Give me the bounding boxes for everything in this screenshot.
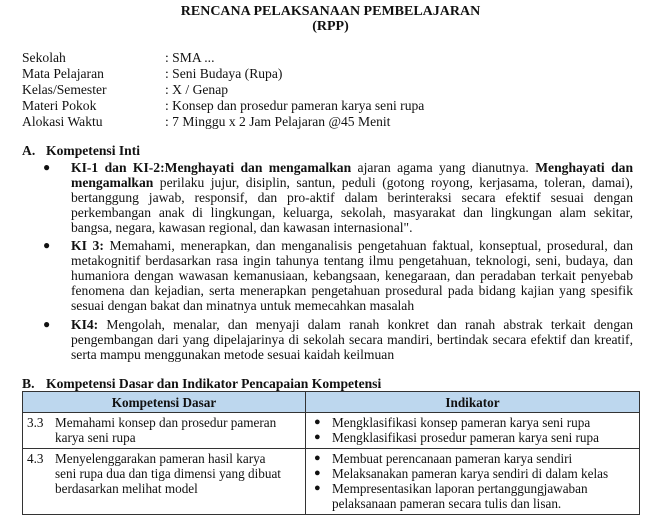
list-item xyxy=(310,430,635,445)
meta-row-subject xyxy=(22,66,424,82)
ki3-text xyxy=(71,238,633,313)
kd-cell xyxy=(23,449,306,515)
core-competency-ki4 xyxy=(43,317,633,362)
kd-text: Memahami konsep dan prosedur pameran karya seni rupa xyxy=(55,415,277,445)
meta-value: : Konsep dan prosedur pameran karya seni rupa xyxy=(165,98,425,113)
meta-label: Kelas/Semester xyxy=(22,82,107,97)
ki1-bold-2: Menghayati dan mengamalkan xyxy=(71,160,634,190)
meta-value: : Seni Budaya (Rupa) xyxy=(165,66,283,81)
kd-number: 4.3 xyxy=(27,451,44,466)
ki1-lead: KI-1 dan KI-2: xyxy=(71,160,165,175)
bullet-icon: ● xyxy=(314,416,321,428)
ki1-bold-1: Menghayati dan mengamalkan xyxy=(164,160,352,175)
list-item xyxy=(310,481,635,511)
table-header-row xyxy=(23,392,640,413)
table-row xyxy=(23,413,640,449)
indicator-cell xyxy=(306,413,640,449)
indicator-text: Membuat perencanaan pameran karya sendiri xyxy=(332,451,573,466)
kd-number: 3.3 xyxy=(27,415,44,430)
meta-label: Mata Pelajaran xyxy=(22,66,104,81)
ki1-text xyxy=(71,160,633,235)
indicator-list xyxy=(310,451,635,511)
section-letter: A. xyxy=(22,143,36,158)
bullet-icon: ● xyxy=(314,482,321,494)
bullet-icon: ● xyxy=(314,452,321,464)
meta-value: : 7 Minggu x 2 Jam Pelajaran @45 Menit xyxy=(165,114,391,129)
indicator-text: Mempresentasikan laporan pertanggungjawaban pelaksanaan pameran secara tulis dan lisan. xyxy=(332,481,588,511)
ki1-text-1: ajaran agama yang dianutnya. xyxy=(351,160,536,175)
document-subtitle: (RPP) xyxy=(312,19,349,34)
meta-row-time xyxy=(22,114,424,130)
document-title: RENCANA PELAKSANAAN PEMBELAJARAN xyxy=(180,4,481,19)
meta-value: : X / Genap xyxy=(165,82,229,97)
meta-row-topic xyxy=(22,98,424,114)
meta-row-school xyxy=(22,50,424,66)
indicator-text: Melaksanakan pameran karya sendiri di dalam kelas xyxy=(332,466,609,481)
bullet-icon: ● xyxy=(43,160,51,174)
core-competency-ki1 xyxy=(43,160,633,235)
kd-cell xyxy=(23,413,306,449)
identity-block xyxy=(22,50,424,130)
list-item xyxy=(310,451,635,466)
list-item xyxy=(310,466,635,481)
table-row xyxy=(23,449,640,515)
section-title: Kompetensi Dasar dan Indikator Pencapaian Kompetensi xyxy=(46,376,382,391)
section-letter: B. xyxy=(22,376,35,391)
meta-row-class xyxy=(22,82,424,98)
bullet-icon: ● xyxy=(43,238,51,252)
bullet-icon: ● xyxy=(314,467,321,479)
section-title: Kompetensi Inti xyxy=(46,143,141,158)
ki4-text xyxy=(71,317,633,362)
list-item xyxy=(310,415,635,430)
ki3-lead: KI 3: xyxy=(71,238,104,253)
column-header-indicator: Indikator xyxy=(306,392,640,413)
indicator-text: Mengklasifikasi prosedur pameran karya seni rupa xyxy=(332,430,599,445)
core-competency-ki3 xyxy=(43,238,633,313)
meta-label: Sekolah xyxy=(22,50,66,65)
ki4-lead: KI4: xyxy=(71,317,99,332)
ki4-body: Mengolah, menalar, dan menyaji dalam ranah konkret dan ranah abstrak terkait dengan pengembangan dari yang dipelajarinya di sekolah secara mandiri, bertindak secara efektif dan kreatif, serta mampu menggunakan metode sesuai kaidah keilmuan xyxy=(71,317,633,362)
column-header-kd: Kompetensi Dasar xyxy=(23,392,306,413)
section-b-heading xyxy=(22,376,381,391)
indicator-text: Mengklasifikasi konsep pameran karya seni rupa xyxy=(332,415,591,430)
indicator-cell xyxy=(306,449,640,515)
competency-table xyxy=(22,391,640,515)
ki3-body: Memahami, menerapkan, dan menganalisis pengetahuan faktual, konseptual, prosedural, dan metakognitif berdasarkan rasa ingin tahunya tentang ilmu pengetahuan, teknologi, seni, budaya, dan humaniora dengan wawasan kemanusiaan, kebangsaan, kenegaraan, dan peradaban terkait penyebab fenomena dan kejadian, serta menerapkan pengetahuan prosedural pada bidang kajian yang spesifik sesuai dengan bakat dan minatnya untuk memecahkan masalah xyxy=(71,238,633,313)
bullet-icon: ● xyxy=(43,317,51,331)
section-a-heading xyxy=(22,143,140,158)
kd-text: Menyelenggarakan pameran hasil karya seni rupa dua dan tiga dimensi yang dibuat berdasarkan melihat model xyxy=(55,451,281,496)
meta-value: : SMA ... xyxy=(165,50,215,65)
indicator-list xyxy=(310,415,635,445)
meta-label: Materi Pokok xyxy=(22,98,97,113)
ki1-text-2: perilaku jujur, disiplin, santun, peduli (gotong royong, kerjasama, toleran, damai), bertanggung jawab, responsif, dan pro-aktif dalam berinteraksi secara efektif sesuai dengan perkembangan anak di lingkungan, keluarga, sekolah, masyarakat dan lingkungan alam sekitar, bangsa, negara, kawasan regional, dan kawasan internasional". xyxy=(71,175,633,235)
meta-label: Alokasi Waktu xyxy=(22,114,103,129)
bullet-icon: ● xyxy=(314,431,321,443)
